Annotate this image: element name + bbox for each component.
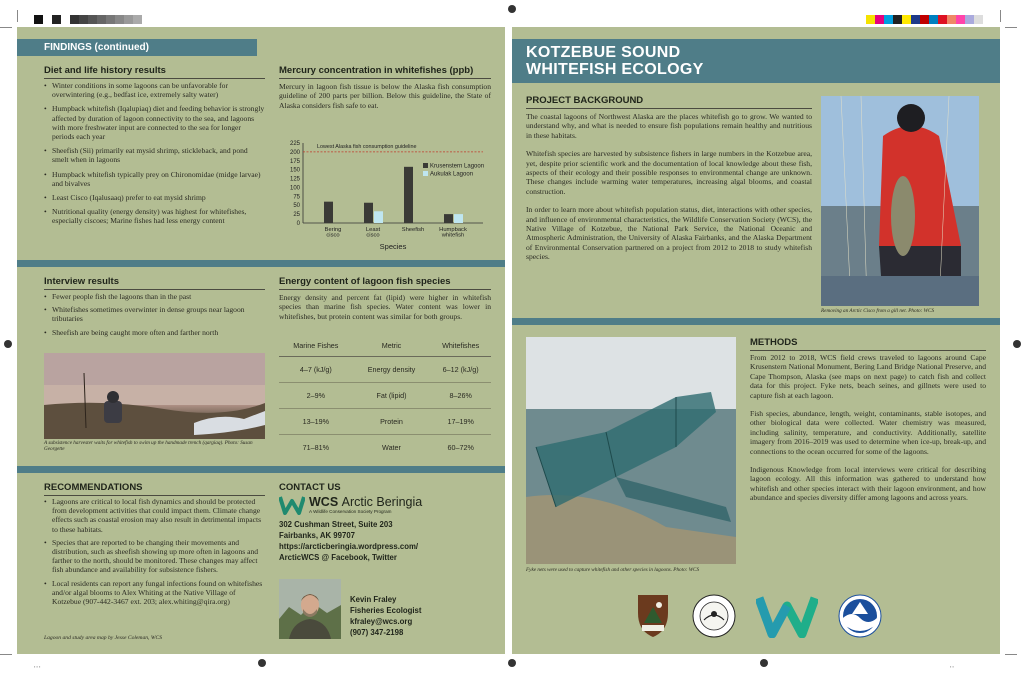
native-village-kotzebue-seal xyxy=(692,594,736,638)
contact-heading: CONTACT US xyxy=(279,482,341,493)
x-tick-label: Sheefish xyxy=(401,227,425,233)
person-title: Fisheries Ecologist xyxy=(350,606,422,615)
bar-krusenstern xyxy=(404,167,413,223)
interview-list xyxy=(44,292,265,341)
contact-details xyxy=(279,519,418,563)
energy-text: Energy density and percent fat (lipid) were higher in whitefish species than marine fish species. Water content was lower in whitefishes, but protein content was similar for both groups. xyxy=(279,293,491,321)
y-tick-label: 200 xyxy=(289,149,300,156)
person-email[interactable]: kfraley@wcs.org xyxy=(350,617,413,626)
paragraph: From 2012 to 2018, WCS field crews traveled to lagoons around Cape Krusenstern National Monument, Bering Land Bridge National Preserve, and Cape Thompson, Alaska (see maps on next page) to catch fish and collect data for this project. Fyke nets, beach seines, and gillnets were used to capture fish at each lagoon. xyxy=(750,353,986,400)
table-cell: Energy density xyxy=(353,357,431,383)
table-row xyxy=(279,357,491,383)
recommendations-list xyxy=(44,497,265,610)
bar-krusenstern xyxy=(444,214,453,223)
mercury-rule xyxy=(279,78,491,79)
y-tick-label: 75 xyxy=(293,194,300,201)
guideline-label: Lowest Alaska fish consumption guideline xyxy=(317,143,417,150)
grayscale-registration-bar xyxy=(34,15,142,24)
crop-mark xyxy=(1000,10,1001,22)
paragraph: Indigenous Knowledge from local interviews were critical for describing lagoon ecology. All this information was gathered to understand how whitefish and other species interact with their lagoon environment, and how abundance and species diversity differ among lagoons and across years. xyxy=(750,465,986,503)
table-cell: 60–72% xyxy=(447,443,474,452)
wcs-logo-mark xyxy=(279,495,305,515)
person-name: Kevin Fraley xyxy=(350,595,397,604)
registration-mark xyxy=(4,340,12,348)
bar-aukulak xyxy=(374,211,383,223)
person-contact xyxy=(350,594,422,638)
col-header-whitefishes: Whitefishes xyxy=(430,337,491,357)
registration-mark xyxy=(508,659,516,667)
findings-title: FINDINGS (continued) xyxy=(17,39,257,56)
title-line-1: KOTZEBUE SOUND xyxy=(526,44,681,61)
energy-table-header xyxy=(279,337,491,357)
background-rule xyxy=(526,108,812,109)
section-divider xyxy=(17,260,505,267)
x-tick-label: Bering cisco xyxy=(324,227,342,239)
y-tick-label: 225 xyxy=(289,141,300,147)
paragraph: Whitefish species are harvested by subsistence fishers in large numbers in the Kotzebue area, yet, despite prior scientific work and the documentation of local knowledge about these fish, aspects of their ecology and their possible responses to environmental change are unknown. These changes include warming water temperatures, increasing algal blooms, and coastal construction. xyxy=(526,149,812,196)
table-cell: Protein xyxy=(353,409,431,435)
list-item: • Fewer people fish the lagoons than in the past xyxy=(44,292,265,301)
website-link[interactable]: https://arcticberingia.wordpress.com/ xyxy=(279,542,419,551)
print-slug-left: ▪ ▪ ▪ xyxy=(34,664,41,669)
background-text xyxy=(526,112,812,271)
table-cell: Fat (lipid) xyxy=(353,383,431,409)
methods-text xyxy=(750,353,986,512)
crop-mark xyxy=(0,27,12,28)
diet-heading: Diet and life history results xyxy=(44,65,166,76)
paragraph: The coastal lagoons of Northwest Alaska are the places whitefish go to grow. We wanted to understand why, and what is needed to ensure fish populations remain healthy and nutritious in these habitats. xyxy=(526,112,812,140)
table-cell: 71–81% xyxy=(302,443,330,452)
mercury-text: Mercury in lagoon fish tissue is below the Alaska fish consumption guideline of 200 parts per billion. Below this guideline, the State of Alaska considers fish safe to eat. xyxy=(279,82,491,110)
partner-logos xyxy=(634,593,882,639)
recommendations-rule xyxy=(44,495,265,496)
table-cell: 13–19% xyxy=(279,409,353,435)
kevin-fraley-photo xyxy=(279,579,341,639)
print-slug-right: ▪ ▪ xyxy=(950,664,954,669)
list-item: • Least Cisco (Iqalusaaq) prefer to eat mysid shrimp xyxy=(44,193,265,202)
logo-wcs-text: WCS xyxy=(309,495,339,509)
fyke-net-illustration xyxy=(526,337,736,564)
harvester-scene-illustration xyxy=(44,353,265,439)
bar-krusenstern xyxy=(364,203,373,223)
y-tick-label: 175 xyxy=(289,158,300,165)
crop-mark xyxy=(1005,27,1017,28)
bar-aukulak xyxy=(454,214,463,223)
methods-rule xyxy=(750,350,986,351)
mercury-heading: Mercury concentration in whitefishes (ppb) xyxy=(279,65,474,76)
energy-heading: Energy content of lagoon fish species xyxy=(279,276,451,287)
list-item: • Whitefishes sometimes overwinter in dense groups near lagoon tributaries xyxy=(44,305,265,323)
y-tick-label: 25 xyxy=(293,212,300,219)
logo-name-text: Arctic Beringia xyxy=(341,495,423,509)
section-divider xyxy=(512,318,1000,325)
portrait-illustration xyxy=(279,579,341,639)
person-phone: (907) 347-2198 xyxy=(350,628,404,637)
diet-rule xyxy=(44,78,265,79)
paragraph: Fish species, abundance, length, weight, contaminants, stable isotopes, and other biological data were collected. Water chemistry was measured, including salinity, temperature, and conductivity. Additionally, satellite imagery from 2016–2019 was used to determine when ice-up, break-up, and connections to the ocean occurred for some of the lagoons. xyxy=(750,409,986,456)
right-page xyxy=(512,27,1000,654)
table-row xyxy=(279,383,491,409)
registration-mark xyxy=(760,659,768,667)
y-tick-label: 125 xyxy=(289,176,300,183)
list-item: • Sheefish (Sii) primarily eat mysid shrimp, stickleback, and pond smelt when in lagoons xyxy=(44,146,265,164)
harvester-caption: A subsistence harvester waits for whitefish to swim up the handmade trench (qargiaq). Photo: Susan Georgette xyxy=(44,440,253,453)
registration-mark xyxy=(258,659,266,667)
crop-mark xyxy=(0,654,12,655)
col-header-marine: Marine Fishes xyxy=(279,337,353,357)
table-cell: 2–9% xyxy=(279,383,353,409)
list-item: • Sheefish are being caught more often and farther north xyxy=(44,328,265,337)
arctic-cisco-photo xyxy=(821,96,979,306)
table-cell: 8–26% xyxy=(430,383,491,409)
list-item: • Local residents can report any fungal infections found on whitefishes and/or algal blooms to Alex Whiting at the Native Village of Kotzebue (907-442-3467 ext. 203; alex.whiting@qira.org) xyxy=(44,579,265,607)
x-tick-label: Humpback whitefish xyxy=(439,227,467,239)
title-line-2: WHITEFISH ECOLOGY xyxy=(526,61,704,78)
x-tick-label: Least cisco xyxy=(365,227,381,239)
paragraph: In order to learn more about whitefish population status, diet, interactions with other species, and influence of environmental characteristics, the Wildlife Conservation Society (WCS), the Native Village of Kotzebue, the National Park Service, the National Oceanic and Atmospheric Administration, the University of Alaska Fairbanks, and the Alaska Department of Environmental Conservation partnered on a project from 2012 to 2018 to study whitefish species. xyxy=(526,205,812,262)
list-item: • Humpback whitefish (Iqalupiaq) diet and feeding behavior is strongly affected by duration of lagoon connectivity to the sea, and lagoons with more freshwater input are connected to the sea for longer periods each year xyxy=(44,104,265,141)
legend-label: Krusenstern Lagoon xyxy=(430,163,485,170)
subsistence-harvester-photo xyxy=(44,353,265,439)
y-tick-label: 150 xyxy=(289,167,300,174)
wcs-logo xyxy=(756,594,818,638)
table-row xyxy=(279,409,491,435)
national-park-service-logo xyxy=(634,593,672,639)
table-cell: 6–12 (kJ/g) xyxy=(430,357,491,383)
legend-swatch xyxy=(423,171,428,176)
y-tick-label: 100 xyxy=(289,185,300,192)
list-item: • Species that are reported to be changing their movements and distribution, such as sheefish showing up more often in lagoons and farther to the north, should be monitored. These changes may affect fish abundance and availability for subsistence fishers. xyxy=(44,538,265,575)
list-item: • Lagoons are critical to local fish dynamics and should be protected from development activities that could impact them. Climate change effects such as coastal erosion may also result in detrimental impacts to these habitats. xyxy=(44,497,265,534)
map-credit: Lagoon and study area map by Jesse Coleman, WCS xyxy=(44,635,163,641)
list-item: • Humpback whitefish typically prey on Chironomidae (midge larvae) and bivalves xyxy=(44,170,265,188)
y-tick-label: 0 xyxy=(296,221,300,227)
color-registration-bar xyxy=(866,15,983,24)
fyke-net-photo xyxy=(526,337,736,564)
registration-mark xyxy=(1013,340,1021,348)
interview-rule xyxy=(44,289,265,290)
methods-heading: METHODS xyxy=(750,337,798,348)
table-cell: Water xyxy=(382,443,401,452)
energy-table xyxy=(279,337,491,460)
fyke-net-caption: Fyke nets were used to capture whitefish and other species in lagoons. Photo: WCS xyxy=(526,567,700,573)
recommendations-heading: RECOMMENDATIONS xyxy=(44,482,143,493)
legend-swatch xyxy=(423,163,428,168)
table-cell: 4–7 (kJ/g) xyxy=(279,357,353,383)
energy-rule xyxy=(279,289,491,290)
left-page xyxy=(17,27,505,654)
logo-subtitle: A Wildlife Conservation Society Program xyxy=(309,509,392,514)
noaa-logo xyxy=(838,594,882,638)
mercury-chart xyxy=(279,135,494,265)
list-item: • Winter conditions in some lagoons can be unfavorable for overwintering (e.g., bedfast ice, extremely salty water) xyxy=(44,81,265,99)
registration-mark xyxy=(508,5,516,13)
table-row xyxy=(279,435,491,461)
bar-krusenstern xyxy=(324,202,333,223)
address-line-1: 302 Cushman Street, Suite 203 xyxy=(279,520,393,529)
col-header-metric: Metric xyxy=(353,337,431,357)
diet-list xyxy=(44,81,265,231)
document-title xyxy=(512,39,1000,83)
crop-mark xyxy=(17,10,18,22)
list-item: • Nutritional quality (energy density) was highest for whitefishes, especially ciscoes; Marine fishes had less energy content xyxy=(44,207,265,225)
section-divider xyxy=(17,466,505,473)
crop-mark xyxy=(1005,654,1017,655)
table-cell: 17–19% xyxy=(430,409,491,435)
x-axis-label: Species xyxy=(379,242,407,251)
social-media: ArcticWCS @ Facebook, Twitter xyxy=(279,553,397,562)
legend-label: Aukulak Lagoon xyxy=(430,171,474,178)
background-heading: PROJECT BACKGROUND xyxy=(526,95,644,106)
interview-heading: Interview results xyxy=(44,276,119,287)
gill-net-scene-illustration xyxy=(821,96,979,306)
arctic-cisco-caption: Removing an Arctic Cisco from a gill net. Photo: WCS xyxy=(821,308,935,314)
wcs-arctic-beringia-logo xyxy=(279,495,422,515)
address-line-2: Fairbanks, AK 99707 xyxy=(279,531,355,540)
y-tick-label: 50 xyxy=(293,203,300,210)
